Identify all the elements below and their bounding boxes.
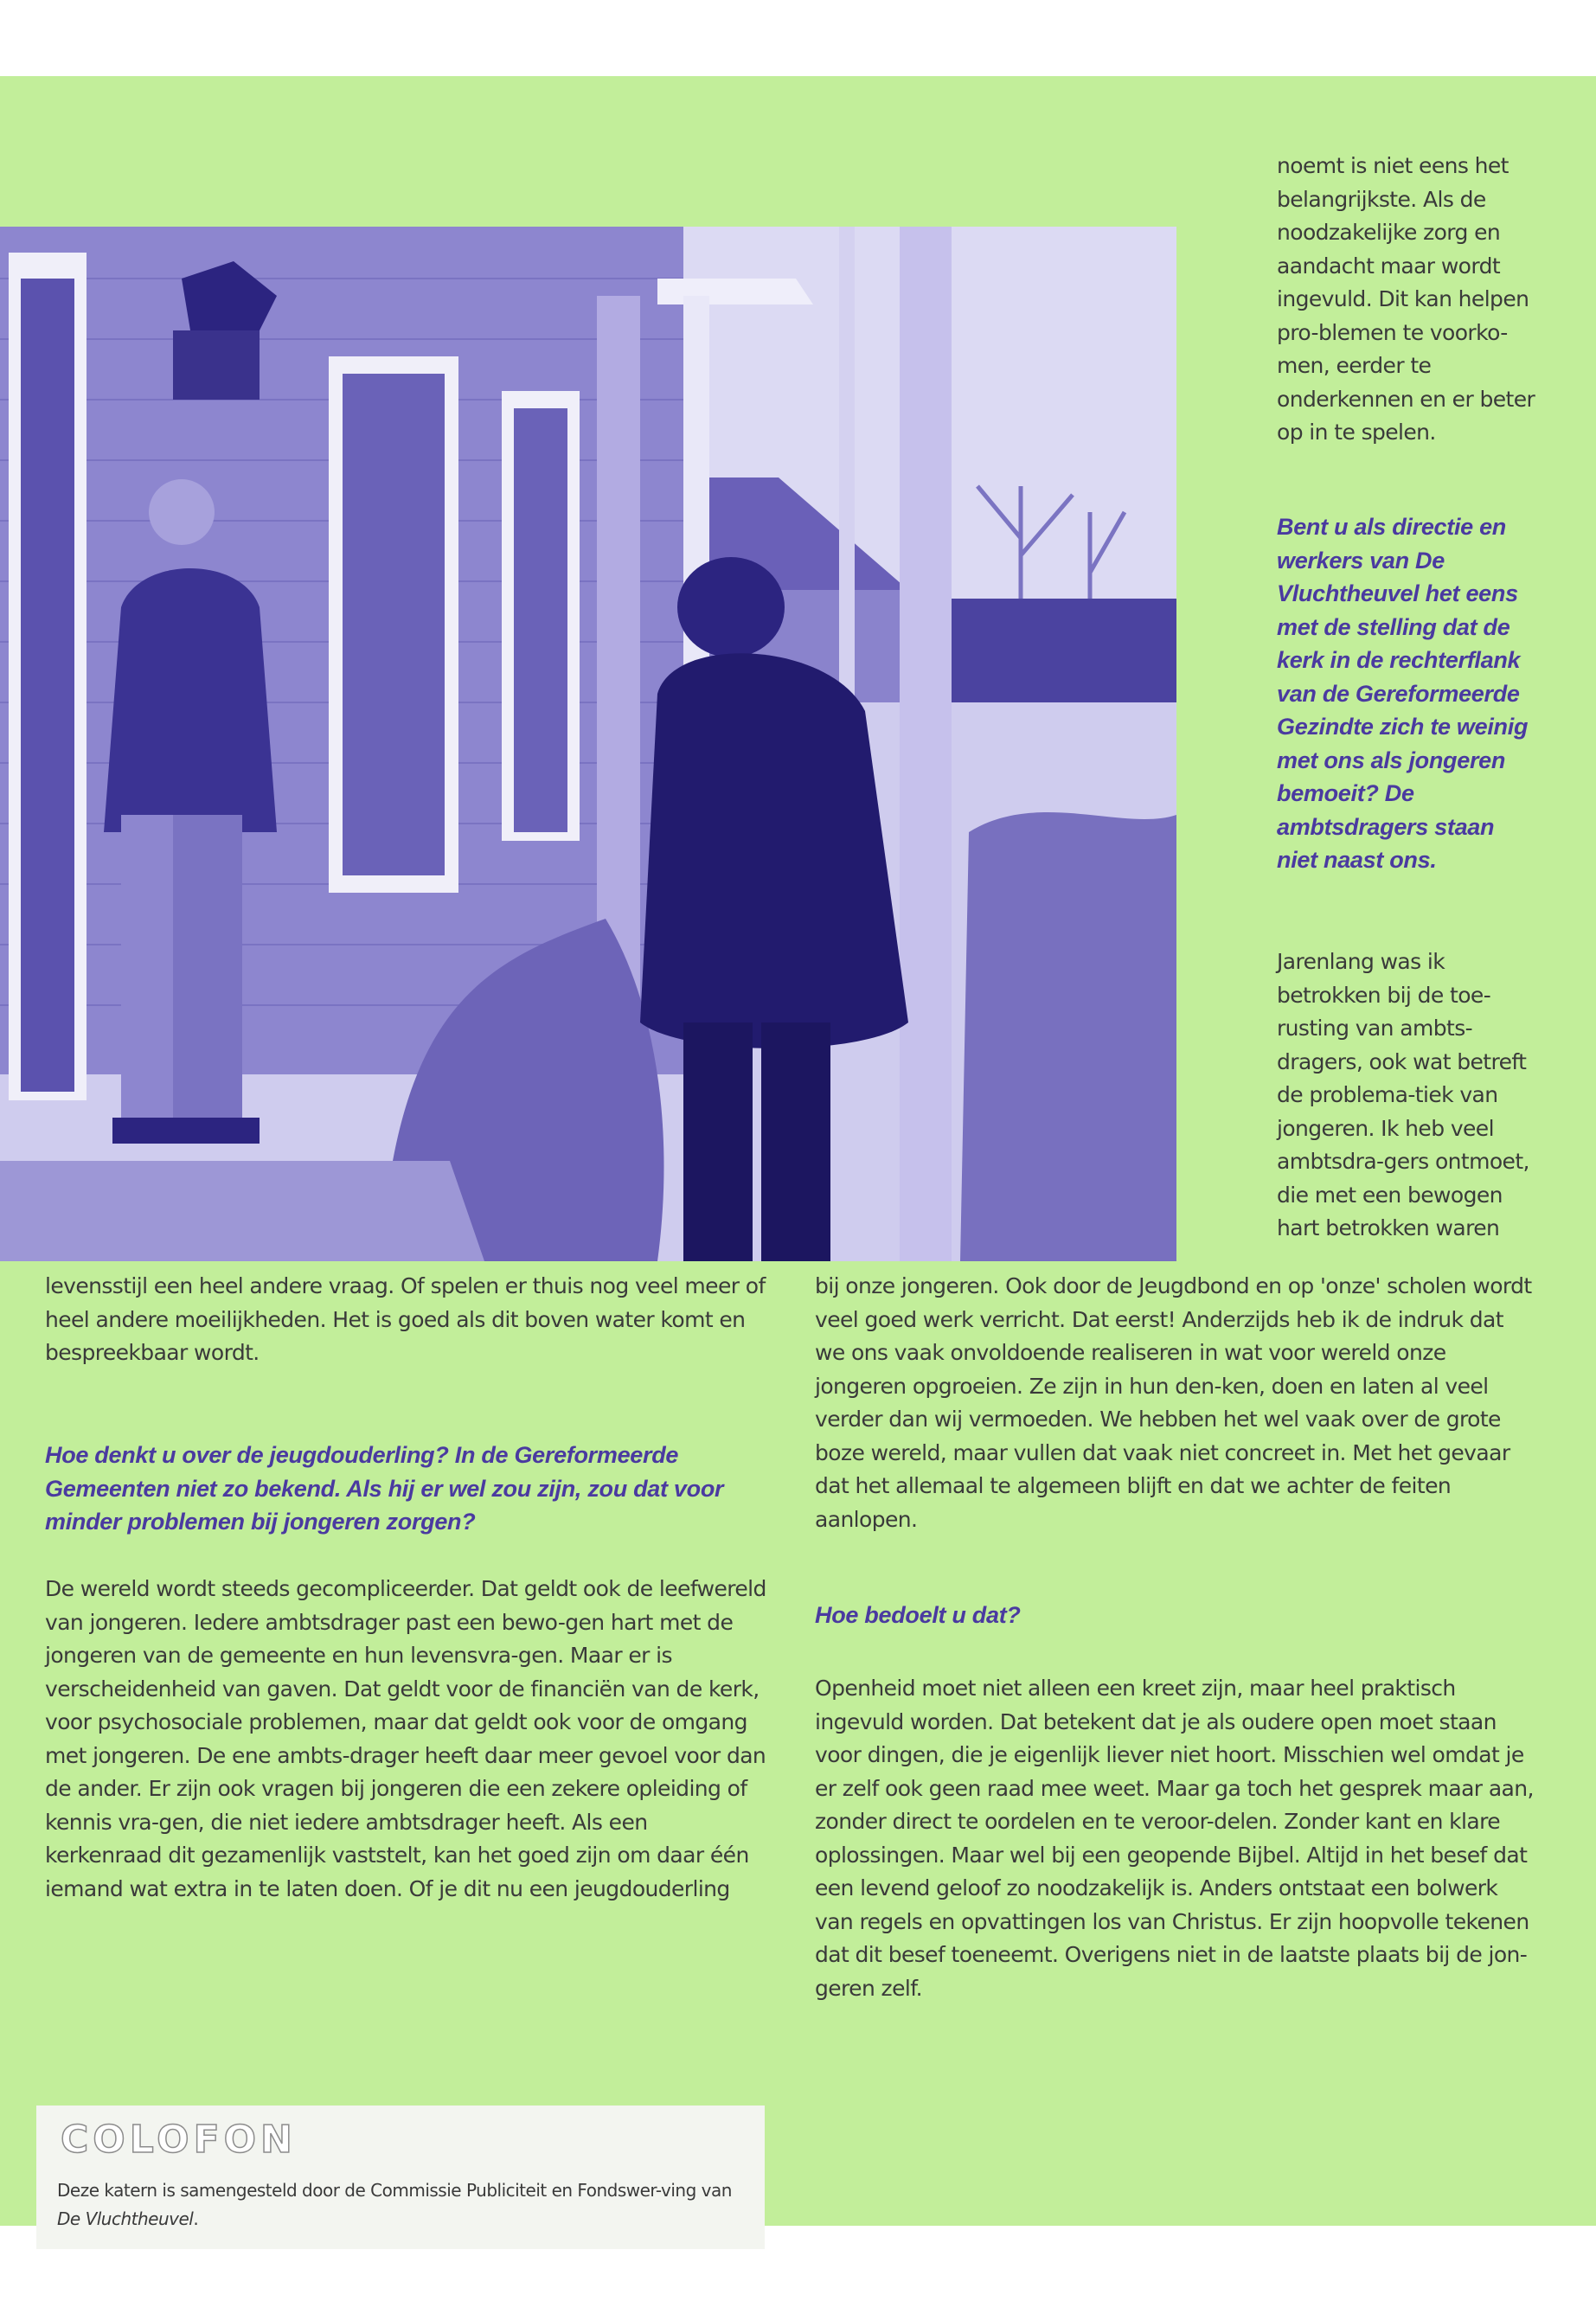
middle-column-paragraph-2: Openheid moet niet alleen een kreet zijn, maar heel praktisch ingevuld worden. Dat betekent dat je als oudere open moet staan voor dingen, die je eigenlijk liever niet hoort. Misschien wel omdat je er zelf ook geen raad mee weet. Maar ga toch het gesprek maar aan, zonder direct te oordelen en te veroor-delen. Zonder kant en klare oplossingen. Maar wel bij een geopende Bijbel. Altijd in het besef dat een levend geloof zo noodzakelijk is. Anders ontstaat een bolwerk van regels en opvattingen los van Christus. Er zijn hoopvolle tekenen dat dit besef toeneemt. Overigens niet in de laatste plaats bij de jon-geren zelf.: [815, 1676, 1534, 2001]
photo-illustration: [0, 227, 1176, 1261]
right-column-question: Bent u als directie en werkers van De Vluchtheuvel het eens met de stelling dat de kerk in de rechterflank van de Gereformeerde Gezindte zich te weinig met ons als jongeren bemoeit? De ambtsdragers staan niet naast ons.: [1277, 514, 1529, 873]
colofon-text-italic: De Vluchtheuvel: [57, 2208, 194, 2229]
left-column-paragraph-1: levensstijl een heel andere vraag. Of spelen er thuis nog veel meer of heel andere moeilijkheden. Het is goed als dit boven water komt en bespreekbaar wordt.: [45, 1273, 766, 1365]
left-column-question: Hoe denkt u over de jeugdouderling? In de Gereformeerde Gemeenten niet zo bekend. Als hij er wel zou zijn, zou dat voor minder problemen bij jongeren zorgen?: [45, 1442, 724, 1535]
left-column-paragraph-2: De wereld wordt steeds gecompliceerder. Dat geldt ook de leefwereld van jongeren. Iedere ambtsdrager past een bewo-gen hart met de jongeren van de gemeente en hun levensvra-gen. Maar er is verscheidenheid van gaven. Dat geldt voor de financiën van de kerk, voor psychosociale problemen, maar dat geldt ook voor de omgang met jongeren. De ene ambts-drager heeft daar meer gevoel voor dan de ander. Er zijn ook vragen bij jongeren die een zekere opleiding of kennis vra-gen, die niet iedere ambtsdrager heeft. Als een kerkenraad dit gezamenlijk vaststelt, kan het goed zijn om daar één iemand wat extra in te laten doen. Of je dit nu een jeugdouderling: [45, 1576, 766, 1901]
colofon-text-part-1: Deze katern is samengesteld door de Commissie Publiciteit en Fondswer-ving van: [57, 2180, 732, 2201]
photo-two-men-outside-house: [0, 227, 1176, 1261]
colofon-text-part-2: .: [193, 2208, 199, 2229]
magazine-page: [0, 76, 1596, 2229]
colofon-title: COLOFON: [61, 2118, 297, 2162]
right-column-paragraph-1: noemt is niet eens het belangrijkste. Als de noodzakelijke zorg en aandacht maar wordt ingevuld. Dit kan helpen pro-blemen te voorko-men, eerder te onderkennen en er beter op in te spelen.: [1277, 153, 1535, 445]
right-column-paragraph-2: Jarenlang was ik betrokken bij de toe-rusting van ambts-dragers, ook wat betreft de problema-tiek van jongeren. Ik heb veel ambtsdra-gers ontmoet, die met een bewogen hart betrokken waren: [1277, 949, 1529, 1240]
colofon-text: [57, 2176, 749, 2234]
middle-column-paragraph-1: bij onze jongeren. Ook door de Jeugdbond en op 'onze' scholen wordt veel goed werk verricht. Dat eerst! Anderzijds heb ik de indruk dat we ons vaak onvoldoende realiseren in wat voor wereld onze jongeren opgroeien. Ze zijn in hun den-ken, doen en laten al veel verder dan wij vermoeden. We hebben het wel vaak over de grote boze wereld, maar vullen dat vaak niet concreet in. Met het gevaar dat het allemaal te algemeen blijft en dat we achter de feiten aanlopen.: [815, 1273, 1532, 1532]
middle-column-question: Hoe bedoelt u dat?: [815, 1602, 1021, 1628]
colofon-box: [36, 2106, 765, 2249]
